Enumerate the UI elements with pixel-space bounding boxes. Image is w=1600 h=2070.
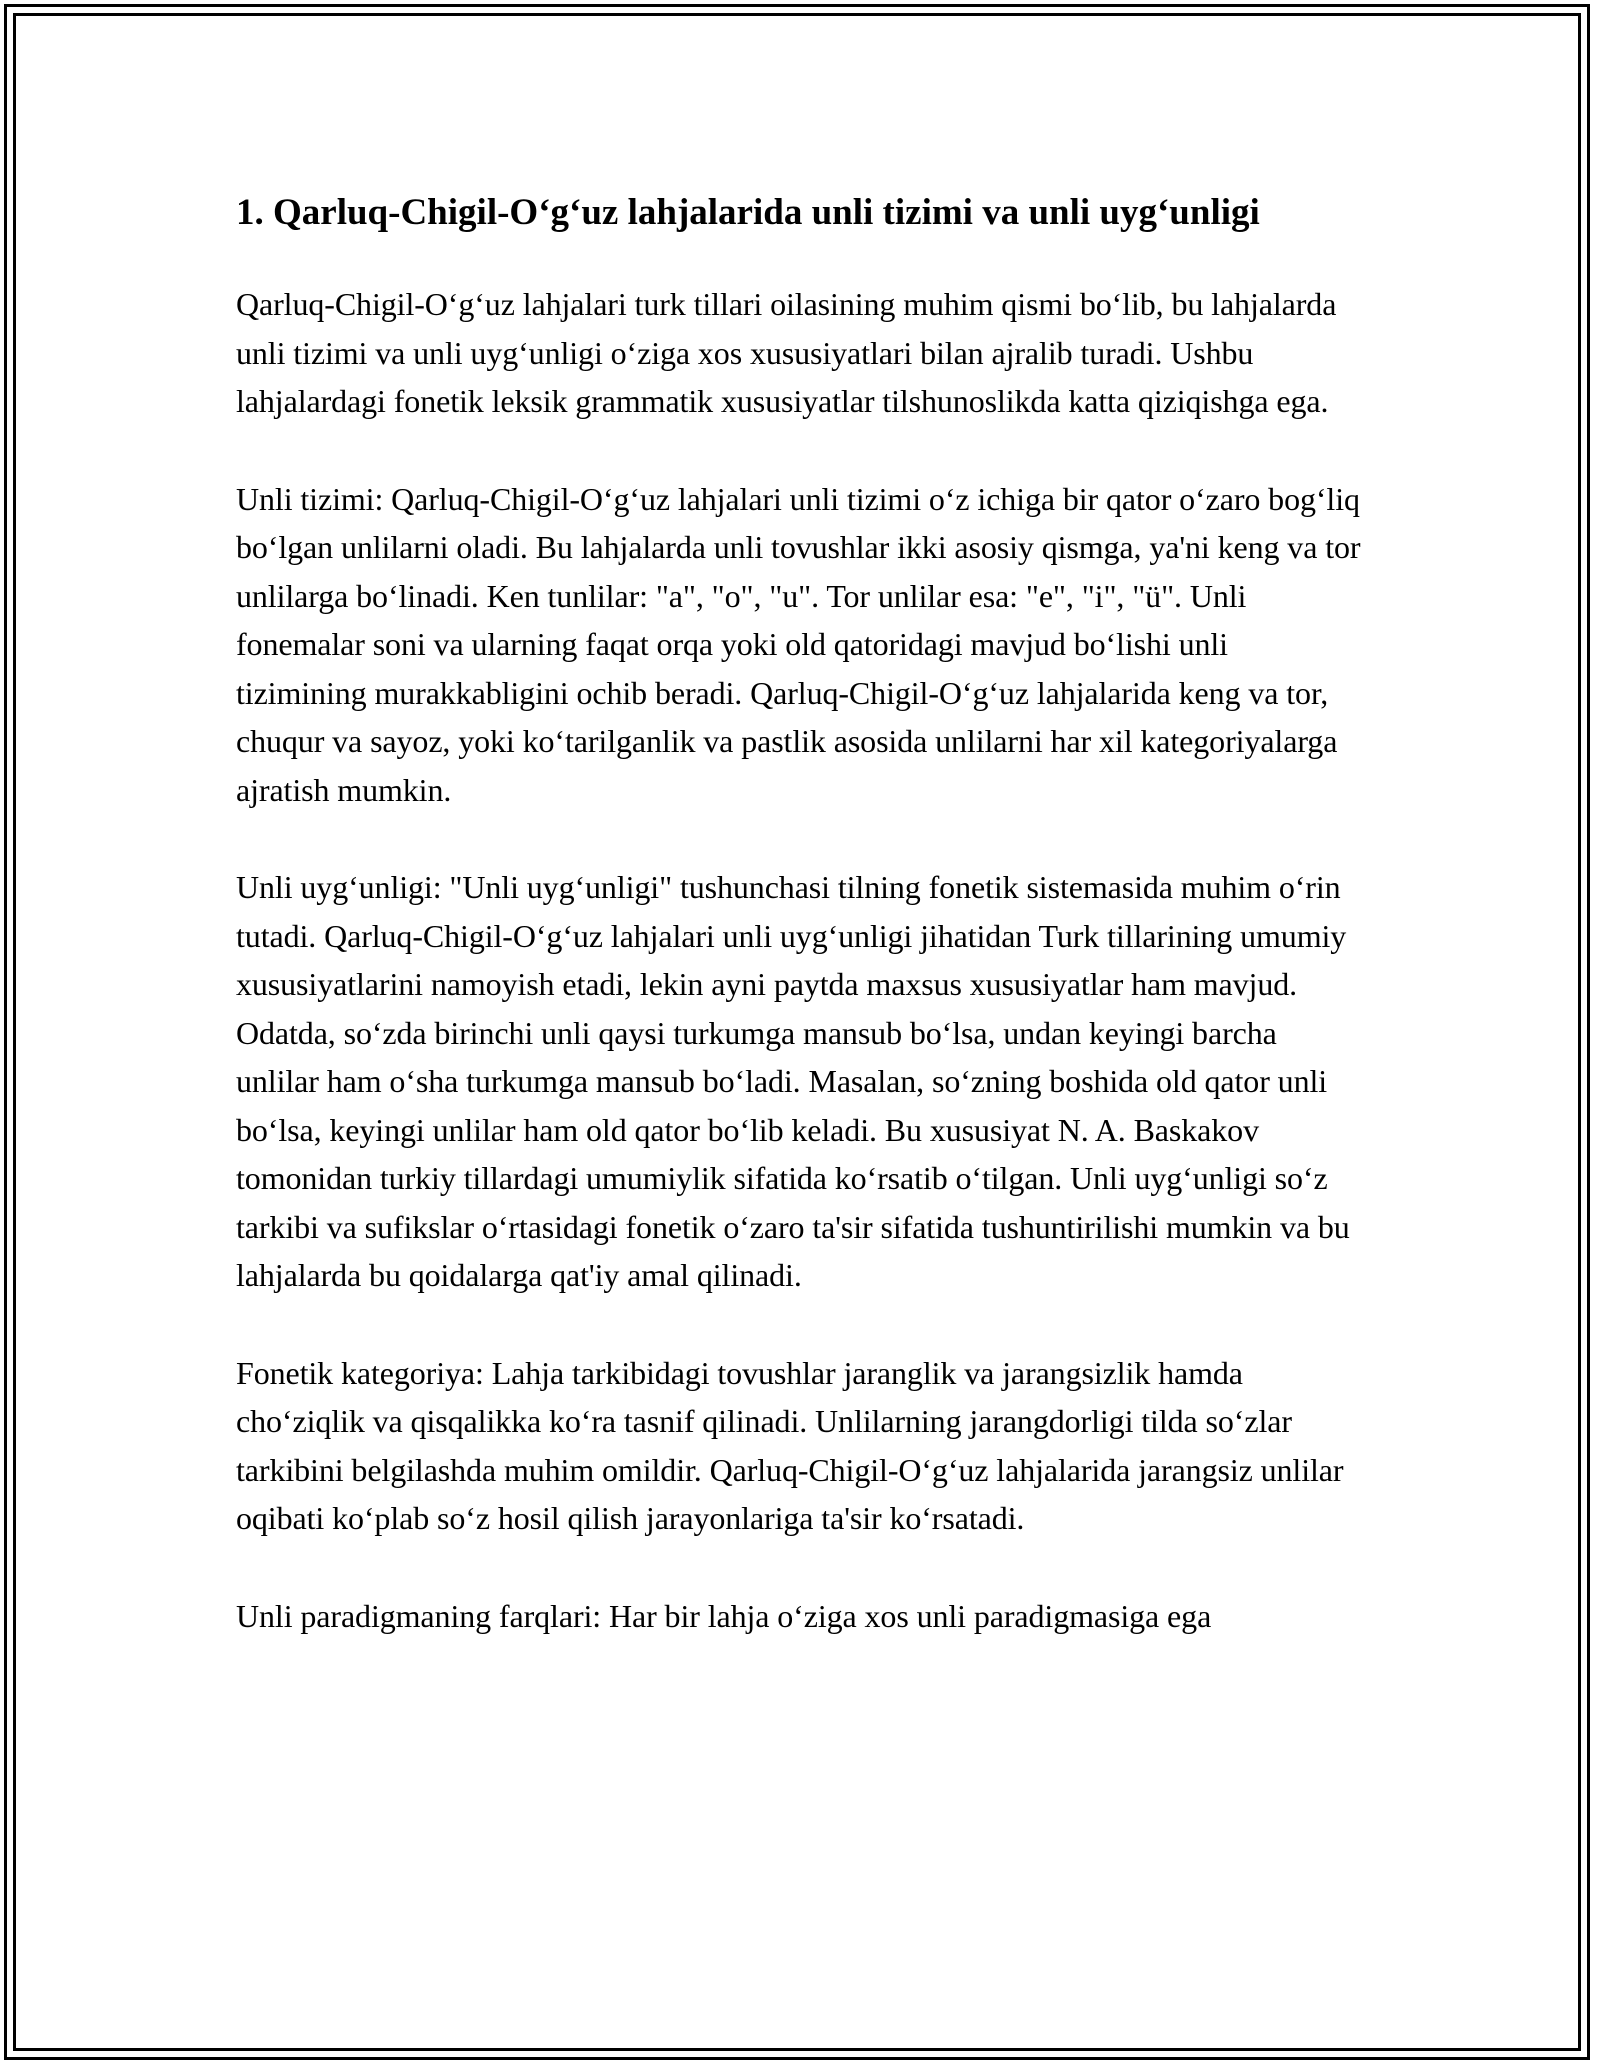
paragraph-intro: Qarluq-Chigil-O‘g‘uz lahjalari turk tillari oilasining muhim qismi bo‘lib, bu lahjalarda unli tizimi va unli uyg‘unligi o‘ziga xos xususiyatlari bilan ajralib turadi. Ushbu lahjalardagi fonetik leksik grammatik xususiyatlar tilshunoslikda katta qiziqishga ega. [236,286,1337,419]
document-body [236,186,1366,1689]
paragraph-phonetic-category: Fonetik kategoriya: Lahja tarkibidagi tovushlar jaranglik va jarangsizlik hamda cho‘ziqlik va qisqalikka ko‘ra tasnif qilinadi. Unlilarning jarangdorligi tilda so‘zlar tarkibini belgilashda muhim omildir. Qarluq-Chigil-O‘g‘uz lahjalarida jarangsiz unlilar oqibati ko‘plab so‘z hosil qilish jarayonlariga ta'sir ko‘rsatadi. [236,1354,1344,1536]
section-heading: 1. Qarluq-Chigil-O‘g‘uz lahjalarida unli tizimi va unli uyg‘unligi [236,192,1260,233]
paragraph-vowel-paradigm: Unli paradigmaning farqlari: Har bir lahja o‘ziga xos unli paradigmasiga ega [236,1597,1212,1634]
paragraph-vowel-system: Unli tizimi: Qarluq-Chigil-O‘g‘uz lahjalari unli tizimi o‘z ichiga bir qator o‘zaro bog‘liq bo‘lgan unlilarni oladi. Bu lahjalarda unli tovushlar ikki asosiy qismga, ya'ni keng va tor unlilarga bo‘linadi. Ken tunlilar: "a", "o", "u". Tor unlilar esa: "e", "i", "ü". Unli fonemalar soni va ularning faqat orqa yoki old qatoridagi mavjud bo‘lishi unli tizimining murakkabligini ochib beradi. Qarluq-Chigil-O‘g‘uz lahjalarida keng va tor, chuqur va sayoz, yoki ko‘tarilganlik va pastlik asosida unlilarni har xil kategoriyalarga ajratish mumkin. [236,480,1361,808]
paragraph-vowel-harmony: Unli uyg‘unligi: "Unli uyg‘unligi" tushunchasi tilning fonetik sistemasida muhim o‘rin tutadi. Qarluq-Chigil-O‘g‘uz lahjalari unli uyg‘unligi jihatidan Turk tillarining umumiy xususiyatlarini namoyish etadi, lekin ayni paytda maxsus xususiyatlar ham mavjud. Odatda, so‘zda birinchi unli qaysi turkumga mansub bo‘lsa, undan keyingi barcha unlilar ham o‘sha turkumga mansub bo‘ladi. Masalan, so‘zning boshida old qator unli bo‘lsa, keyingi unlilar ham old qator bo‘lib keladi. Bu xususiyat N. A. Baskakov tomonidan turkiy tillardagi umumiylik sifatida ko‘rsatib o‘tilgan. Unli uyg‘unligi so‘z tarkibi va sufikslar o‘rtasidagi fonetik o‘zaro ta'sir sifatida tushuntirilishi mumkin va bu lahjalarda bu qoidalarga qat'iy amal qilinadi. [236,869,1350,1293]
